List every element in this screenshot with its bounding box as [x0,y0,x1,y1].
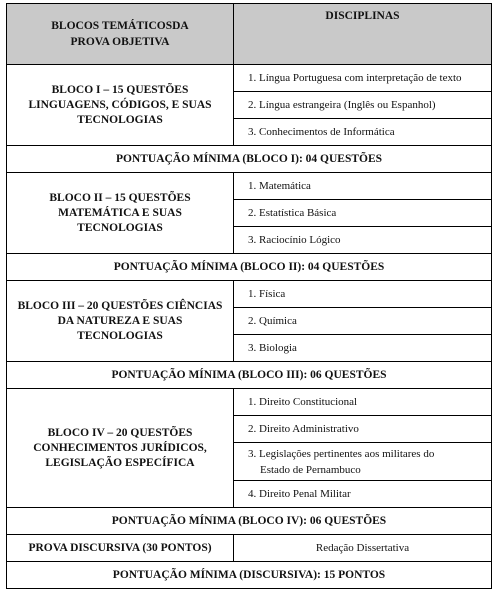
block-1-min-score: PONTUAÇÃO MÍNIMA (BLOCO I): 04 QUESTÕES [7,146,492,173]
block-3-subject-3: 3. Biologia [234,335,492,362]
block-2-title: BLOCO II – 15 QUESTÕES MATEMÁTICA E SUAS TECNOLOGIAS [7,173,234,254]
table-row [7,173,492,200]
table-row [7,65,492,92]
block-3-title: BLOCO III – 20 QUESTÕES CIÊNCIAS DA NATUREZA E SUAS TECNOLOGIAS [7,281,234,362]
table-header-row [7,4,492,65]
header-blocks [7,4,234,65]
block-2-subject-1: 1. Matemática [234,173,492,200]
header-blocks-label: BLOCOS TEMÁTICOSDA PROVA OBJETIVA [51,20,189,48]
table-row [7,535,492,562]
table-row [7,508,492,535]
block-4-subject-3-line2: Estado de Pernambuco [260,463,361,476]
discursive-min-score: PONTUAÇÃO MÍNIMA (DISCURSIVA): 15 PONTOS [7,562,492,589]
table-row [7,562,492,589]
block-3-subject-2: 2. Química [234,308,492,335]
exam-blocks-table [6,3,492,589]
block-4-subject-3-line1: 3. Legislações pertinentes aos militares do [248,447,435,460]
table-row [7,281,492,308]
block-4-subject-1: 1. Direito Constitucional [234,389,492,416]
block-2-subject-2: 2. Estatística Básica [234,200,492,227]
block-1-title: BLOCO I – 15 QUESTÕES LINGUAGENS, CÓDIGOS, E SUAS TECNOLOGIAS [7,65,234,146]
block-4-min-score: PONTUAÇÃO MÍNIMA (BLOCO IV): 06 QUESTÕES [7,508,492,535]
block-4-title: BLOCO IV – 20 QUESTÕES CONHECIMENTOS JURÍDICOS, LEGISLAÇÃO ESPECÍFICA [7,389,234,508]
block-4-subject-2: 2. Direito Administrativo [234,416,492,443]
block-2-subject-3: 3. Raciocínio Lógico [234,227,492,254]
discursive-label: PROVA DISCURSIVA (30 PONTOS) [7,535,234,562]
block-1-subject-1: 1. Língua Portuguesa com interpretação de texto [234,65,492,92]
block-3-min-score: PONTUAÇÃO MÍNIMA (BLOCO III): 06 QUESTÕES [7,362,492,389]
table-row [7,146,492,173]
table-row [7,389,492,416]
discursive-subject: Redação Dissertativa [234,535,492,562]
header-subjects: DISCIPLINAS [234,4,492,65]
table-row [7,362,492,389]
block-1-subject-2: 2. Língua estrangeira (Inglês ou Espanhol) [234,92,492,119]
block-1-subject-3: 3. Conhecimentos de Informática [234,119,492,146]
block-3-subject-1: 1. Física [234,281,492,308]
table-row [7,254,492,281]
block-2-min-score: PONTUAÇÃO MÍNIMA (BLOCO II): 04 QUESTÕES [7,254,492,281]
block-4-subject-4: 4. Direito Penal Militar [234,481,492,508]
block-4-subject-3 [234,443,492,481]
